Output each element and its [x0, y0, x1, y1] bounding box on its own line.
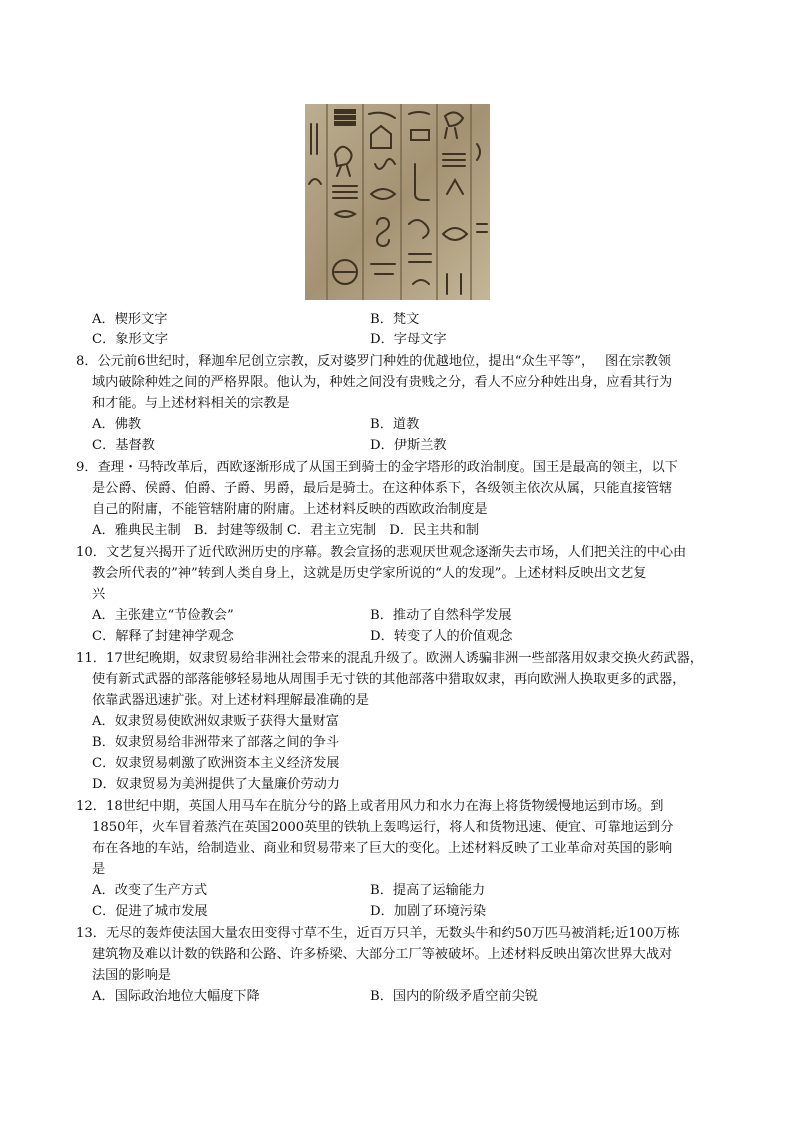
q8-stem-line: 和才能。与上述材料相关的宗教是 [92, 396, 290, 411]
q13-stem-line: 法国的影响是 [92, 968, 172, 983]
q13-option-b: B．国内的阶级矛盾空前尖锐 [370, 989, 538, 1004]
q9-stem-line: 9．查理・马特改革后，西欧逐渐形成了从国王到骑士的金字塔形的政治制度。国王是最高的领主，以下 [76, 460, 678, 475]
q7-option-a: A．楔形文字 [92, 312, 168, 327]
q12-stem-line: 布在各地的车站，给制造业、商业和贸易带来了巨大的变化。上述材料反映了工业革命对英国的影响 [92, 841, 673, 856]
q10-option-a: A．主张建立“节俭教会” [92, 608, 234, 623]
q12-option-d: D．加剧了环境污染 [370, 904, 487, 919]
q10-option-b: B．推动了自然科学发展 [370, 608, 512, 623]
q8-option-c: C．基督教 [92, 438, 155, 453]
q10-stem-line: 10．文艺复兴揭开了近代欧洲历史的序幕。教会宣扬的悲观厌世观念逐渐失去市场，人们把关注的中心由 [76, 545, 687, 560]
q11-stem-line: 使有新式武器的部落能够轻易地从周围手无寸铁的其他部落中猎取奴隶，再向欧洲人换取更多的武器， [92, 672, 686, 687]
hieroglyph-image [305, 104, 490, 300]
q11-option-a: A．奴隶贸易使欧洲奴隶贩子获得大量财富 [92, 714, 339, 729]
q7-option-b: B．梵文 [370, 312, 420, 327]
q11-option-c: C．奴隶贸易刺激了欧洲资本主义经济发展 [92, 756, 340, 771]
q13-stem-line: 建筑物及难以计数的铁路和公路、许多桥梁、大部分工厂等被破坏。上述材料反映出第次世界大战对 [92, 947, 673, 962]
q12-stem-line: 12．18世纪中期，英国人用马车在肮分兮的路上或者用风力和水力在海上将货物缓慢地运到市场。到 [76, 799, 664, 814]
q11-option-d: D．奴隶贸易为美洲提供了大量廉价劳动力 [92, 777, 340, 792]
q10-option-d: D．转变了人的价值观念 [370, 629, 513, 644]
q8-option-a: A．佛教 [92, 417, 142, 432]
q8-stem-line: 8．公元前6世纪时，释迦牟尼创立宗教，反对婆罗门种姓的优越地位，提出“众生平等”， 图在宗教领 [76, 354, 671, 369]
q9-stem-line: 是公爵、侯爵、伯爵、子爵、男爵，最后是骑士。在这种体系下，各级领主依次从属，只能直接管辖 [92, 481, 673, 496]
q9-options: A．雅典民主制 B．封建等级制 C．君主立宪制 D．民主共和制 [92, 523, 479, 538]
q13-option-a: A．国际政治地位大幅度下降 [92, 989, 260, 1004]
q10-stem-line: 教会所代表的”神”转到人类自身上，这就是历史学家所说的“人的发现”。上述材料反映出文艺复 [92, 566, 647, 581]
q12-stem-line: 1850年，火车冒着蒸汽在英国2000英里的铁轨上轰鸣运行，将人和货物迅速、便宜、可靠地运到分 [92, 820, 674, 835]
q11-stem-line: 11．17世纪晚期，奴隶贸易给非洲社会带来的混乱升级了。欧洲人诱骗非洲一些部落用奴隶交换火药武器， [76, 651, 703, 666]
q13-stem-line: 13．无尽的轰炸使法国大量农田变得寸草不生，近百万只羊，无数头牛和约50万匹马被消耗;近100万栋 [76, 926, 680, 941]
q8-stem-line: 域内破除种姓之间的严格界限。他认为，种姓之间没有贵贱之分，看人不应分种姓出身，应看其行为 [92, 375, 673, 390]
q10-option-c: C．解释了封建神学观念 [92, 629, 234, 644]
q11-option-b: B．奴隶贸易给非洲带来了部落之间的争斗 [92, 735, 340, 750]
q7-option-d: D．字母文字 [370, 332, 447, 347]
q8-option-b: B．道教 [370, 417, 420, 432]
egyptian-hieroglyphs-icon [305, 104, 490, 300]
q9-stem-line: 自己的附庸，不能管辖附庸的附庸。上述材料反映的西欧政治制度是 [92, 502, 488, 517]
q12-option-c: C．促进了城市发展 [92, 904, 208, 919]
q8-option-d: D．伊斯兰教 [370, 438, 447, 453]
q12-stem-line: 是 [92, 862, 106, 877]
q10-stem-line: 兴 [92, 587, 106, 602]
q12-option-b: B．提高了运输能力 [370, 883, 486, 898]
q7-option-c: C．象形文字 [92, 332, 169, 347]
q12-option-a: A．改变了生产方式 [92, 883, 208, 898]
q11-stem-line: 依靠武器迅速扩张。对上述材料理解最准确的是 [92, 693, 369, 708]
